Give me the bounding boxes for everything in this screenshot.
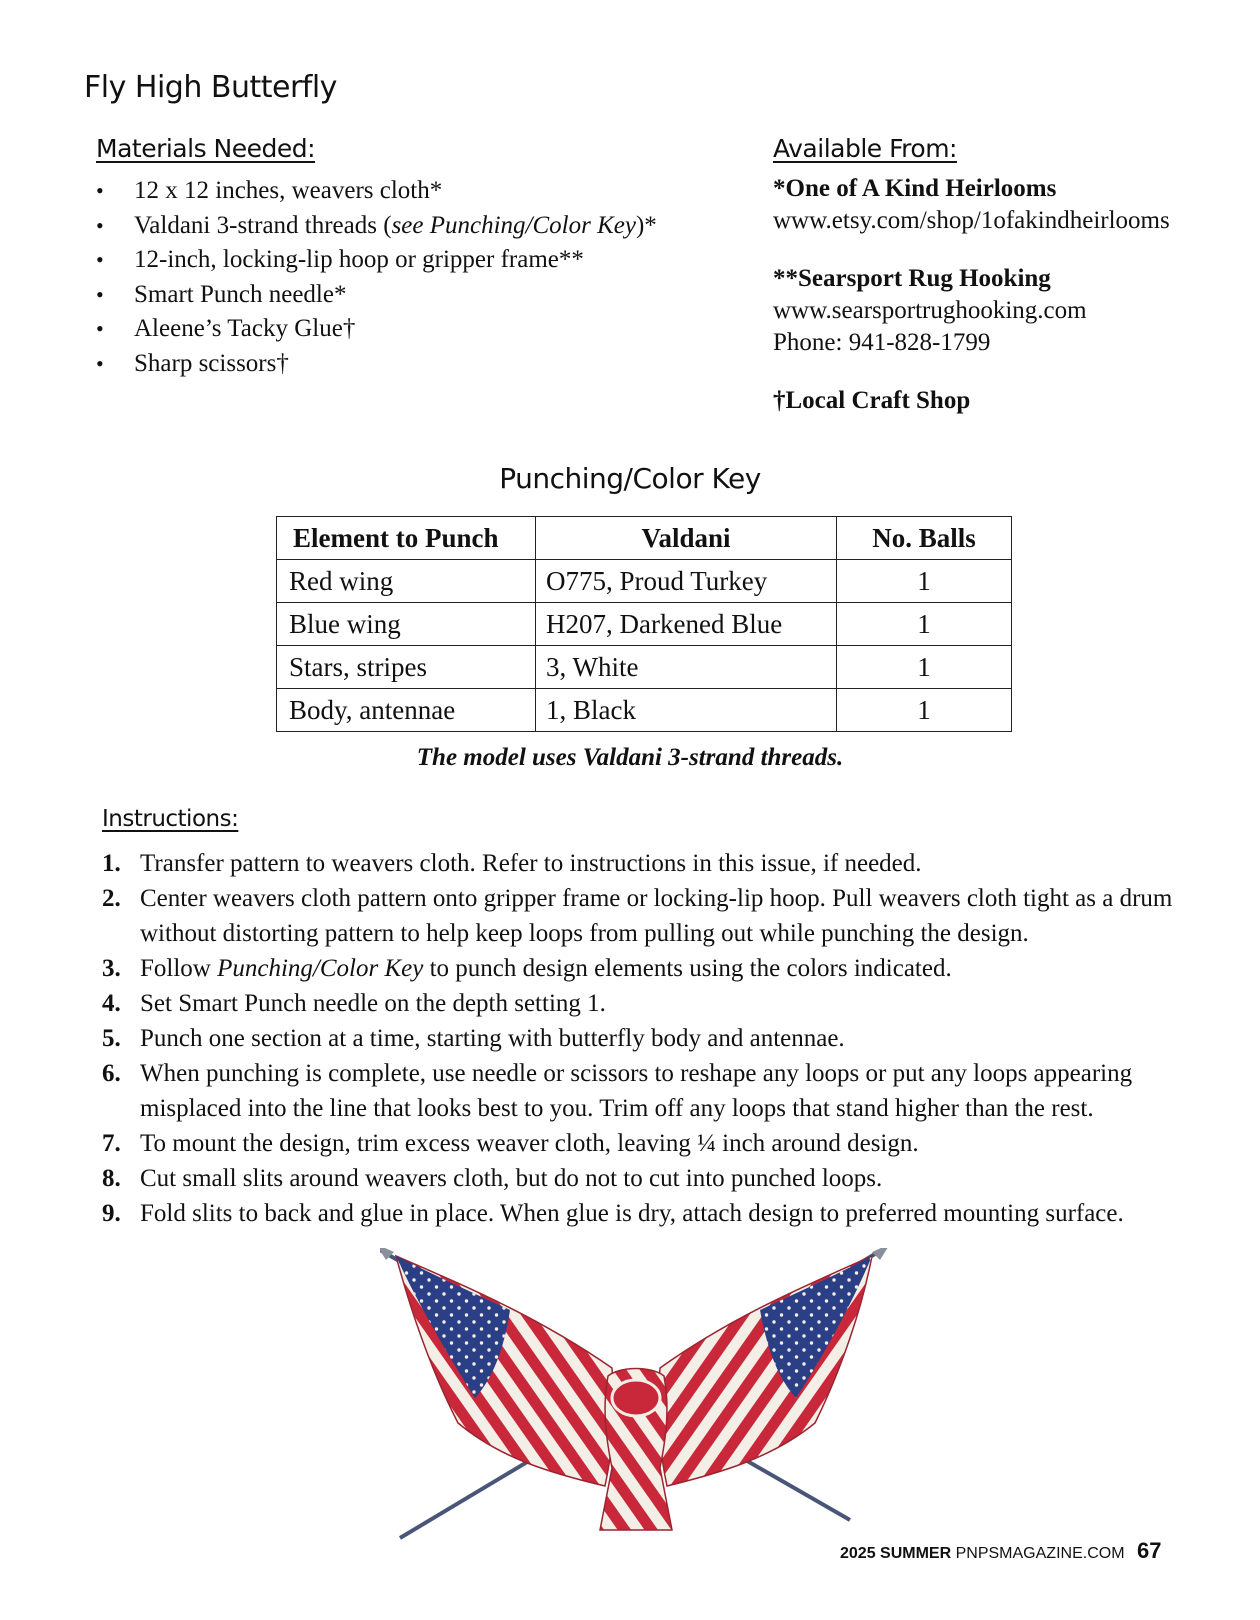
column-header: Element to Punch [277, 517, 536, 560]
available-from-block [773, 173, 1213, 417]
footer-issue: 2025 SUMMER [840, 1545, 952, 1562]
table-row [277, 560, 1012, 603]
source-url: www.searsportrughooking.com [773, 297, 1087, 324]
instruction-step: 9. Fold slits to back and glue in place. When glue is dry, attach design to preferred mounting surface. [102, 1196, 1182, 1231]
table-cell: 3, White [536, 646, 837, 689]
materials-item: • Sharp scissors† [96, 347, 736, 382]
materials-item: • Valdani 3-strand threads (see Punching/Color Key)* [96, 209, 736, 244]
table-cell: 1, Black [536, 689, 837, 732]
step-number: 3. [102, 955, 121, 982]
table-cell: Body, antennae [277, 689, 536, 732]
table-row [277, 646, 1012, 689]
page-footer [840, 1538, 1161, 1564]
table-cell: Blue wing [277, 603, 536, 646]
table-cell: 1 [837, 689, 1012, 732]
table-cell: H207, Darkened Blue [536, 603, 837, 646]
materials-heading: Materials Needed: [96, 134, 316, 163]
materials-item: • Aleene’s Tacky Glue† [96, 312, 736, 347]
table-cell: Stars, stripes [277, 646, 536, 689]
instruction-step: 4. Set Smart Punch needle on the depth setting 1. [102, 986, 1182, 1021]
instruction-step: 7. To mount the design, trim excess weaver cloth, leaving ¼ inch around design. [102, 1126, 1182, 1161]
step-number: 9. [102, 1200, 121, 1227]
materials-item: • 12-inch, locking-lip hoop or gripper frame** [96, 243, 736, 278]
step-number: 5. [102, 1025, 121, 1052]
instruction-step: 6. When punching is complete, use needle or scissors to reshape any loops or put any loops appearing misplaced into the line that looks best to you. Trim off any loops that stand higher than the rest. [102, 1056, 1182, 1126]
source-url: www.etsy.com/shop/1ofakindheirlooms [773, 207, 1170, 234]
step-number: 1. [102, 850, 121, 877]
column-header: Valdani [536, 517, 837, 560]
source-name: *One of A Kind Heirlooms [773, 175, 1057, 202]
step-number: 7. [102, 1130, 121, 1157]
step-number: 4. [102, 990, 121, 1017]
materials-list [96, 174, 736, 381]
available-heading: Available From: [773, 134, 957, 163]
page-number: 67 [1136, 1538, 1162, 1563]
page-title: Fly High Butterfly [84, 70, 337, 105]
knot-center [612, 1380, 660, 1416]
source-name: †Local Craft Shop [773, 387, 971, 414]
table-cell: O775, Proud Turkey [536, 560, 837, 603]
table-cell: 1 [837, 560, 1012, 603]
table-cell: Red wing [277, 560, 536, 603]
table-note: The model uses Valdani 3-strand threads. [416, 744, 844, 771]
color-key-table [276, 516, 1012, 732]
source-name: **Searsport Rug Hooking [773, 265, 1051, 292]
instructions-list [102, 846, 1182, 1231]
source-phone: Phone: 941-828-1799 [773, 329, 991, 356]
instruction-step: 8. Cut small slits around weavers cloth, but do not to cut into punched loops. [102, 1161, 1182, 1196]
table-cell: 1 [837, 646, 1012, 689]
instruction-step: 5. Punch one section at a time, starting with butterfly body and antennae. [102, 1021, 1182, 1056]
step-number: 8. [102, 1165, 121, 1192]
step-number: 2. [102, 885, 121, 912]
color-key-heading: Punching/Color Key [499, 462, 761, 495]
table-cell: 1 [837, 603, 1012, 646]
footer-site: PNPSMAGAZINE.COM [955, 1545, 1125, 1562]
table-row [277, 603, 1012, 646]
instructions-heading: Instructions: [102, 806, 239, 832]
instruction-step: 3. Follow Punching/Color Key to punch design elements using the colors indicated. [102, 951, 1182, 986]
materials-item: • 12 x 12 inches, weavers cloth* [96, 174, 736, 209]
table-header-row [277, 517, 1012, 560]
table-row [277, 689, 1012, 732]
column-header: No. Balls [837, 517, 1012, 560]
butterfly-flag-illustration [380, 1248, 900, 1548]
step-number: 6. [102, 1060, 121, 1087]
pole-tip-icon [872, 1248, 890, 1260]
instruction-step: 2. Center weavers cloth pattern onto gripper frame or locking-lip hoop. Pull weavers cloth tight as a drum without distorting pattern to help keep loops from pulling out while punching the design. [102, 881, 1182, 951]
materials-item: • Smart Punch needle* [96, 278, 736, 313]
instruction-step: 1. Transfer pattern to weavers cloth. Refer to instructions in this issue, if needed. [102, 846, 1182, 881]
